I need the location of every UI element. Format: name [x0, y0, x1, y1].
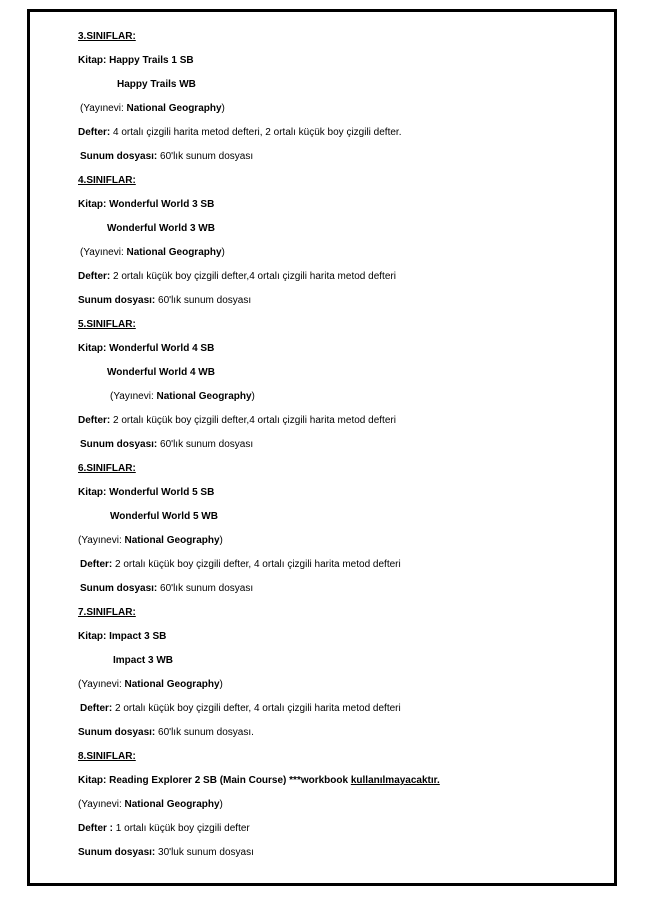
- presentation-file-line: [78, 295, 251, 307]
- notebook-text: 4 ortalı çizgili harita metod defteri, 2 ortalı küçük boy çizgili defter.: [113, 127, 402, 138]
- book-label: Kitap:: [78, 199, 107, 210]
- book-student: Wonderful World 3 SB: [109, 199, 215, 210]
- book-workbook: Wonderful World 5 WB: [110, 511, 218, 522]
- book-student: Reading Explorer 2 SB (Main Course) ***workbook: [109, 775, 349, 786]
- publisher-close: ): [219, 535, 223, 546]
- book-workbook: Happy Trails WB: [117, 79, 196, 90]
- book-label: Kitap:: [78, 775, 107, 786]
- book-line: [78, 631, 166, 643]
- publisher-line: [80, 247, 225, 259]
- presentation-file-text: 30'luk sunum dosyası: [158, 847, 254, 858]
- publisher-line: [78, 535, 223, 547]
- book-workbook: Wonderful World 3 WB: [107, 223, 215, 234]
- presentation-file-line: [80, 583, 253, 595]
- section-heading: 5.SINIFLAR:: [78, 319, 136, 330]
- publisher-close: ): [221, 247, 225, 258]
- book-line: [78, 55, 194, 67]
- book-line: [78, 775, 440, 787]
- publisher-close: ): [219, 799, 223, 810]
- publisher-name: National Geography: [124, 799, 220, 810]
- publisher-label: (Yayınevi:: [78, 799, 122, 810]
- book-student: Wonderful World 4 SB: [109, 343, 215, 354]
- section-heading: 3.SINIFLAR:: [78, 31, 136, 42]
- publisher-line: [110, 391, 255, 403]
- notebook-text: 2 ortalı küçük boy çizgili defter,4 ortalı çizgili harita metod defteri: [113, 271, 396, 282]
- book-label: Kitap:: [78, 55, 107, 66]
- book-label: Kitap:: [78, 343, 107, 354]
- book-student: Happy Trails 1 SB: [109, 55, 194, 66]
- presentation-file-label: Sunum dosyası:: [80, 583, 158, 594]
- notebook-label: Defter :: [78, 823, 114, 834]
- book-workbook: Wonderful World 4 WB: [107, 367, 215, 378]
- notebook-line: [80, 703, 401, 715]
- presentation-file-label: Sunum dosyası:: [80, 439, 158, 450]
- presentation-file-label: Sunum dosyası:: [78, 727, 156, 738]
- publisher-label: (Yayınevi:: [110, 391, 154, 402]
- presentation-file-line: [80, 151, 253, 163]
- publisher-close: ): [221, 103, 225, 114]
- presentation-file-text: 60'lık sunum dosyası: [160, 583, 254, 594]
- book-student: Impact 3 SB: [109, 631, 167, 642]
- publisher-line: [80, 103, 225, 115]
- book-label: Kitap:: [78, 487, 107, 498]
- book-workbook: Impact 3 WB: [113, 655, 174, 666]
- publisher-line: [78, 679, 223, 691]
- presentation-file-text: 60'lık sunum dosyası: [160, 151, 254, 162]
- presentation-file-label: Sunum dosyası:: [78, 295, 156, 306]
- notebook-line: [78, 415, 396, 427]
- book-line: [78, 199, 214, 211]
- section-heading: 6.SINIFLAR:: [78, 463, 136, 474]
- notebook-text: 1 ortalı küçük boy çizgili defter: [115, 823, 250, 834]
- presentation-file-line: [78, 727, 254, 739]
- publisher-line: [78, 799, 223, 811]
- notebook-label: Defter:: [80, 559, 113, 570]
- notebook-line: [78, 823, 250, 835]
- book-student: Wonderful World 5 SB: [109, 487, 215, 498]
- presentation-file-label: Sunum dosyası:: [80, 151, 158, 162]
- book-line: [78, 487, 214, 499]
- presentation-file-text: 60'lık sunum dosyası.: [158, 727, 254, 738]
- publisher-label: (Yayınevi:: [78, 535, 122, 546]
- publisher-name: National Geography: [124, 535, 220, 546]
- notebook-line: [80, 559, 401, 571]
- book-line: [78, 343, 214, 355]
- notebook-text: 2 ortalı küçük boy çizgili defter, 4 ortalı çizgili harita metod defteri: [115, 703, 401, 714]
- notebook-label: Defter:: [78, 127, 111, 138]
- book-label: Kitap:: [78, 631, 107, 642]
- notebook-label: Defter:: [80, 703, 113, 714]
- publisher-name: National Geography: [126, 103, 222, 114]
- publisher-name: National Geography: [124, 679, 220, 690]
- presentation-file-text: 60'lık sunum dosyası: [160, 439, 254, 450]
- presentation-file-text: 60'lık sunum dosyası: [158, 295, 252, 306]
- notebook-label: Defter:: [78, 271, 111, 282]
- notebook-text: 2 ortalı küçük boy çizgili defter,4 ortalı çizgili harita metod defteri: [113, 415, 396, 426]
- notebook-line: [78, 271, 396, 283]
- publisher-label: (Yayınevi:: [78, 679, 122, 690]
- notebook-text: 2 ortalı küçük boy çizgili defter, 4 ortalı çizgili harita metod defteri: [115, 559, 401, 570]
- publisher-name: National Geography: [156, 391, 252, 402]
- section-heading: 7.SINIFLAR:: [78, 607, 136, 618]
- notebook-label: Defter:: [78, 415, 111, 426]
- notebook-line: [78, 127, 401, 139]
- publisher-label: (Yayınevi:: [80, 103, 124, 114]
- publisher-name: National Geography: [126, 247, 222, 258]
- presentation-file-line: [80, 439, 253, 451]
- presentation-file-line: [78, 847, 254, 859]
- publisher-close: ): [219, 679, 223, 690]
- publisher-close: ): [251, 391, 255, 402]
- presentation-file-label: Sunum dosyası:: [78, 847, 156, 858]
- section-heading: 4.SINIFLAR:: [78, 175, 136, 186]
- workbook-note: kullanılmayacaktır.: [350, 775, 440, 786]
- publisher-label: (Yayınevi:: [80, 247, 124, 258]
- section-heading: 8.SINIFLAR:: [78, 751, 136, 762]
